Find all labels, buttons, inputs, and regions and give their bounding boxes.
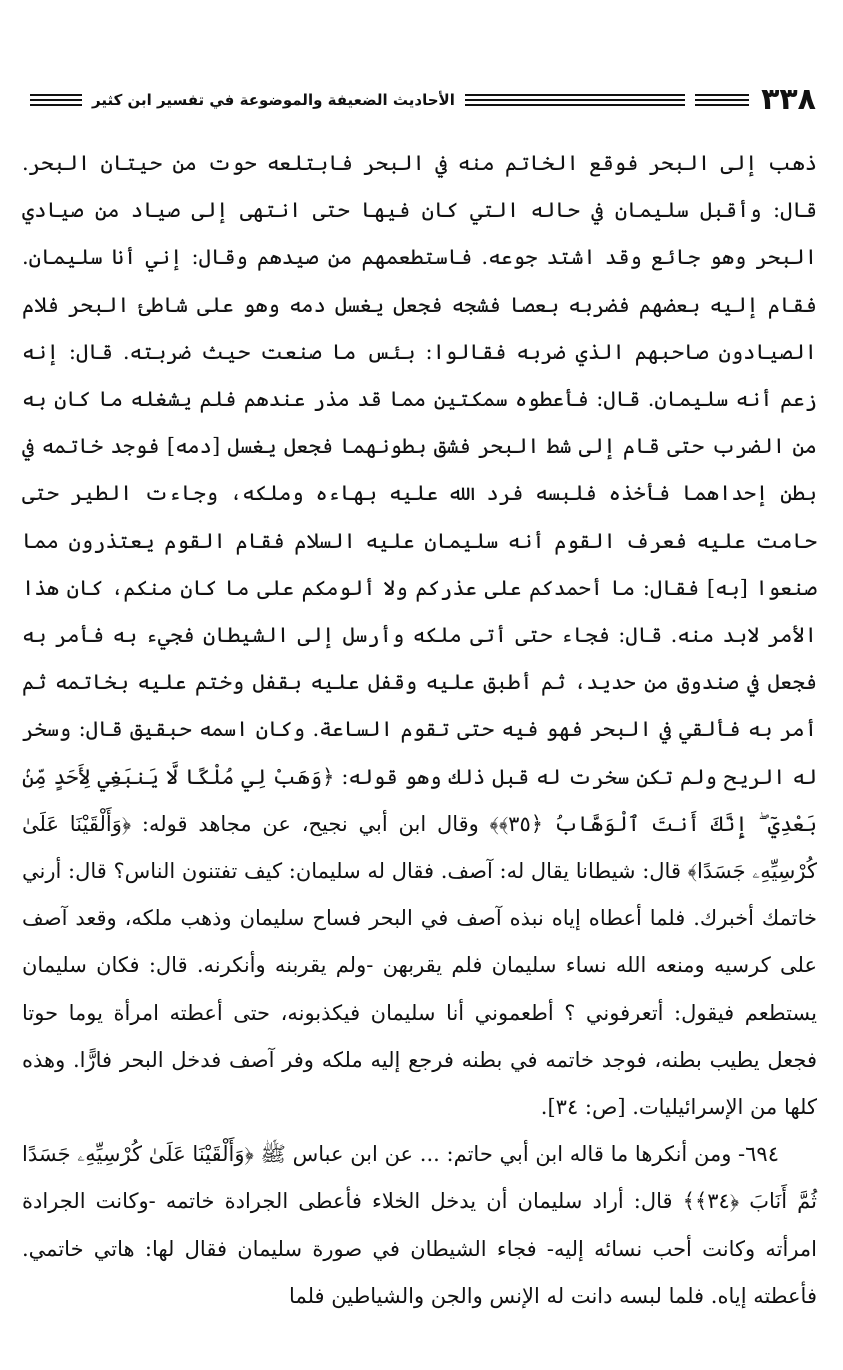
header-rule-left [30, 94, 82, 106]
page-header [30, 80, 816, 120]
paragraph-2-hadith-694: ٦٩٤- ومن أنكرها ما قاله ابن أبي حاتم: ... عن ابن عباس ﷺ ﴿وَأَلْقَيْنَا عَلَىٰ كُرْسِيِّهِۦ جَسَدًا ثُمَّ أَنَابَ ﴿٣٤﴾﴾ قال: أراد سليمان أن يدخل الخلاء فأعطى الجرادة خاتمه -وكانت الجرادة امرأته وكانت أحب نسائه إليه- فجاء الشيطان في صورة سليمان فقال لها: هاتي خاتمي. فأعطته إياه. فلما لبسه دانت له الإنس والجن والشياطين فلما [22, 1142, 817, 1308]
paragraph-1: ذهب إلى البحر فوقع الخاتم منه في البحر فابتلعه حوت من حيتان البحر. قال: وأقبل سليمان في حاله التي كان فيها حتى انتهى إلى صياد من صيادي البحر وهو جائع وقد اشتد جوعه. فاستطعمهم من صيدهم وقال: إني أنا سليمان. فقام إليه بعضهم فضربه بعصا فشجه فجعل يغسل دمه وهو على شاطئ البحر فلام الصيادون صاحبهم الذي ضربه فقالوا: بئس ما صنعت حيث ضربته. قال: إنه زعم أنه سليمان. قال: فأعطوه سمكتين مما قد مذر عندهم فلم يشغله ما كان به من الضرب حتى قام إلى شط البحر فشق بطونهما فجعل يغسل [دمه] فوجد خاتمه في بطن إحداهما فأخذه فلبسه فرد الله عليه بهاءه وملكه، وجاءت الطير حتى حامت عليه فعرف القوم أنه سليمان عليه السلام فقام القوم يعتذرون مما صنعوا [به] فقال: ما أحمدكم على عذركم ولا ألومكم على ما كان منكم، كان هذا الأمر لابد منه. قال: فجاء حتى أتى ملكه وأرسل إلى الشيطان فجيء به فأمر به فجعل في صندوق من حديد، ثم أطبق عليه وقفل عليه بقفل وختم عليه بخاتمه ثم أمر به فألقي في البحر فهو فيه حتى تقوم الساعة. وكان اسمه حبقيق قال: وسخر له الريح ولم تكن سخرت له قبل ذلك وهو قوله: ﴿وَهَبْ لِي مُلْكًا لَّا يَنبَغِي لِأَحَدٍ مِّنۢ بَعْدِيٓ ۖ إِنَّكَ أَنتَ ٱلْوَهَّابُ ﴿٣٥﴾﴾ وقال ابن أبي نجيح، عن مجاهد قوله: ﴿وَأَلْقَيْنَا عَلَىٰ كُرْسِيِّهِۦ جَسَدًا﴾ قال: شيطانا يقال له: آصف. فقال له سليمان: كيف تفتنون الناس؟ قال: أرني خاتمك أخبرك. فلما أعطاه إياه نبذه آصف في البحر فساح سليمان وذهب ملكه، وقعد آصف على كرسيه ومنعه الله نساء سليمان فلم يقربهن -ولم يقربنه وأنكرنه. قال: فكان سليمان يستطعم فيقول: أتعرفوني ؟ أطعموني أنا سليمان فيكذبونه، حتى أعطته امرأة يوما حوتا فجعل يطيب بطنه، فوجد خاتمه في بطنه فرجع إليه ملكه وفر آصف فدخل البحر فارًّا. وهذه كلها من الإسرائيليات. [ص: ٣٤]. [22, 151, 817, 1120]
running-title: الأحاديث الضعيفة والموضوعة في تفسير ابن كثير [92, 91, 455, 109]
page-number: ٣٣٨ [761, 82, 816, 117]
page-body [22, 140, 817, 1320]
header-rule-right [695, 94, 749, 106]
header-rule-middle [465, 94, 685, 106]
